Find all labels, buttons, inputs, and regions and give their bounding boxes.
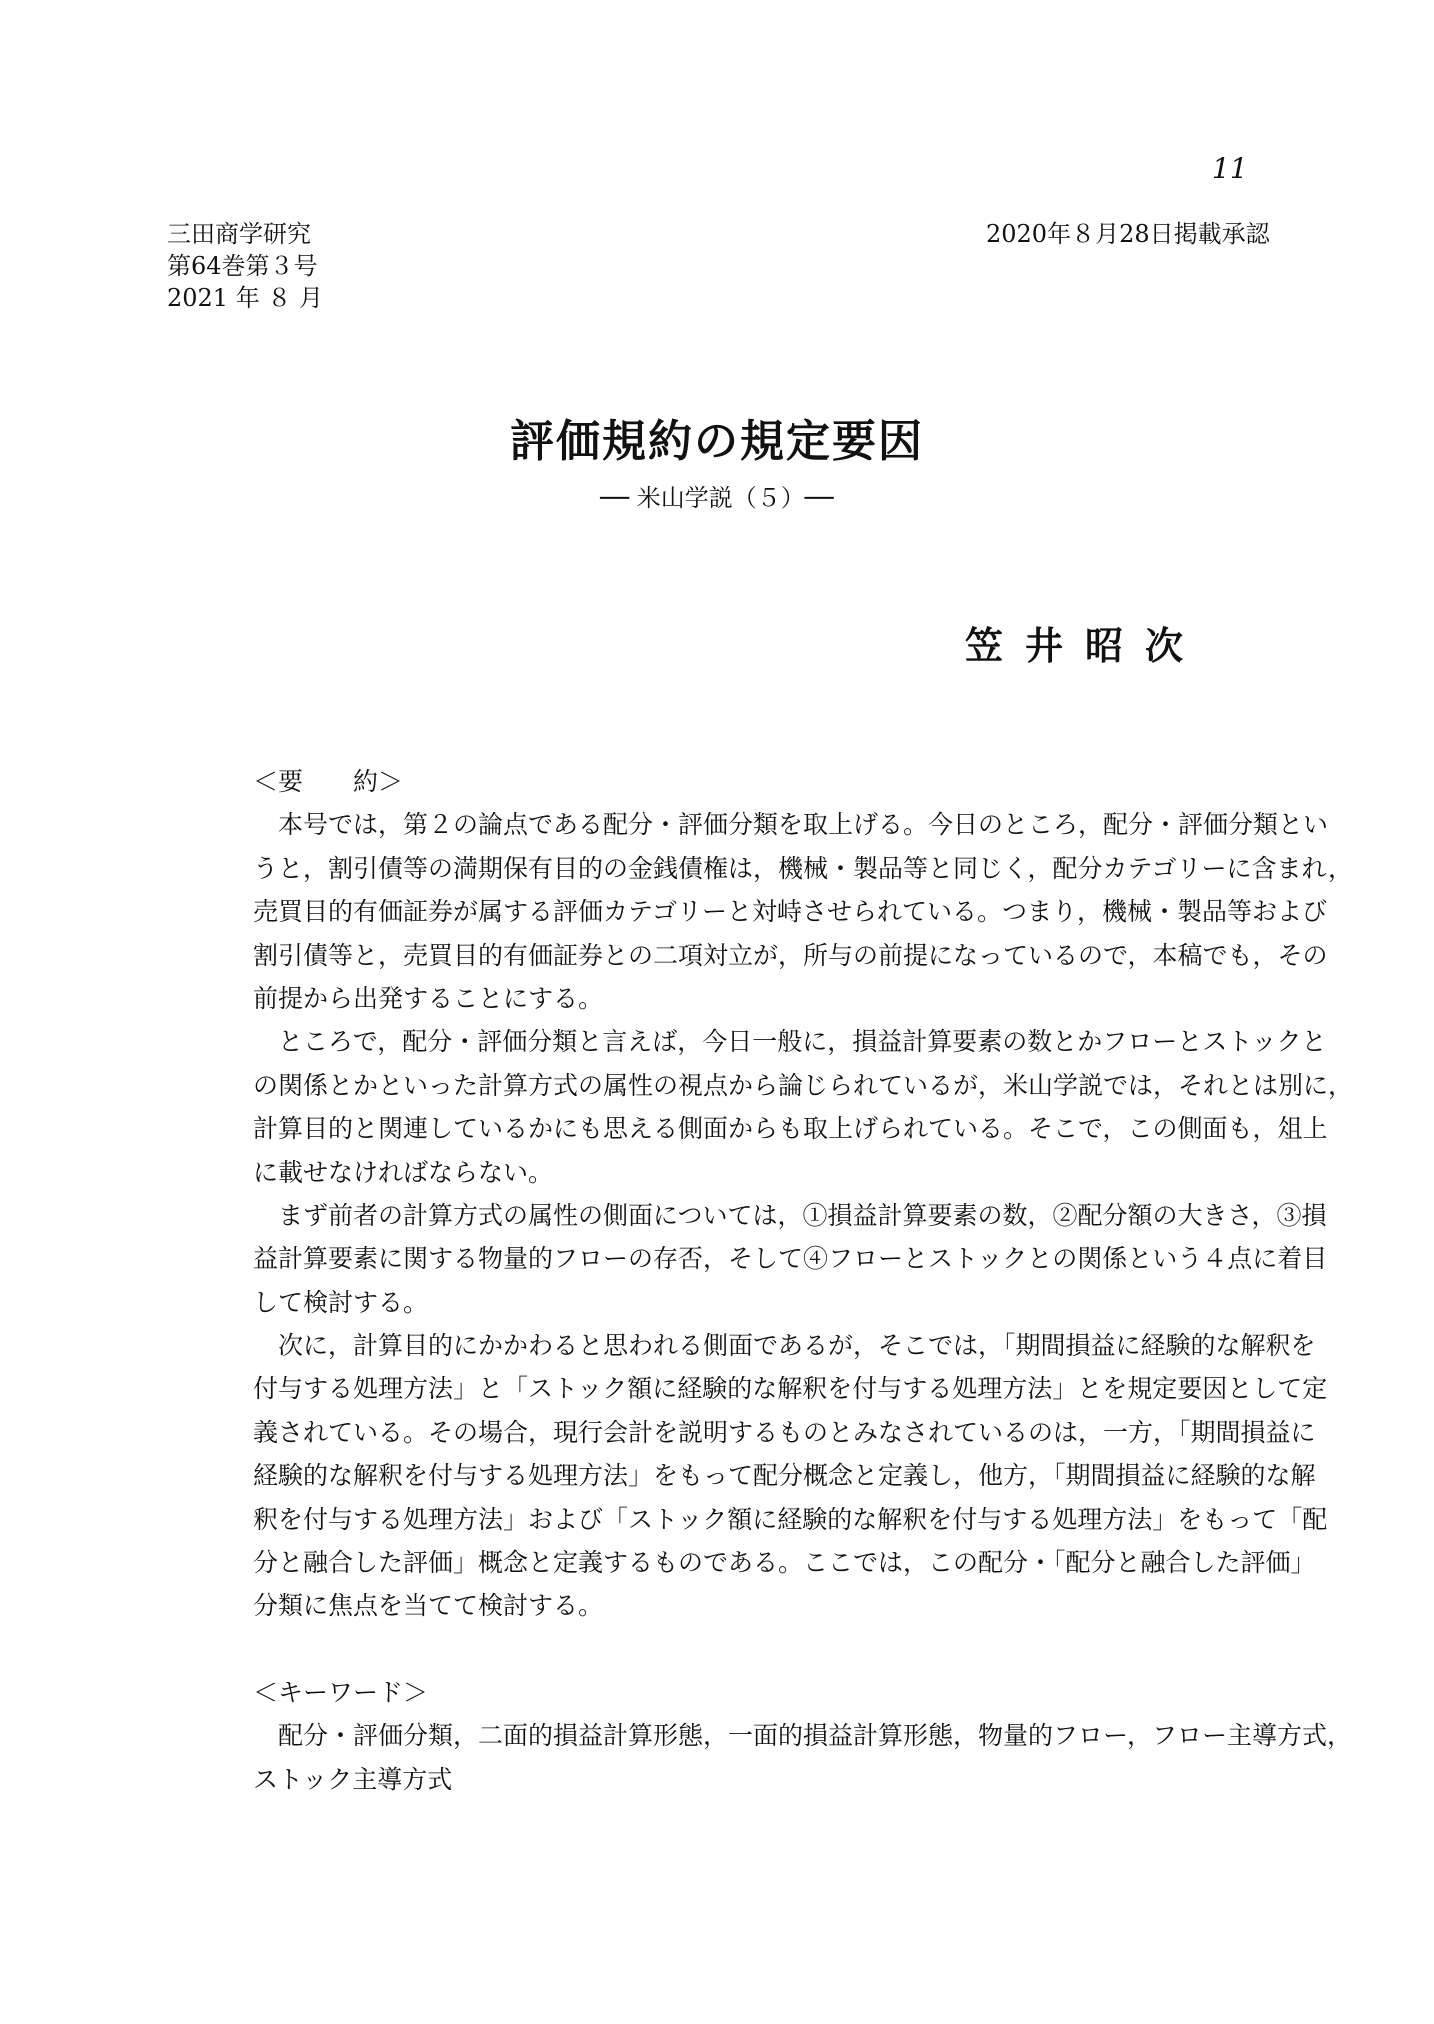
abstract-line: 売買目的有価証券が属する評価カテゴリーと対峙させられている。つまり，機械・製品等および: [253, 897, 1328, 927]
abstract-line: 分類に焦点を当てて検討する。: [253, 1591, 604, 1621]
paper-subtitle: ── 米山学説（５）──: [600, 484, 834, 512]
paper-title: 評価規約の規定要因: [510, 416, 924, 467]
approval-date: 2020年８月28日掲載承認: [986, 220, 1270, 248]
abstract-line: に載せなければならない。: [253, 1157, 554, 1187]
journal-name: 三田商学研究: [167, 220, 311, 248]
keywords-heading: ＜キーワード＞: [253, 1677, 429, 1707]
abstract-line: して検討する。: [253, 1287, 429, 1317]
abstract-section: [253, 760, 1354, 1801]
spacer: [253, 1628, 1273, 1671]
abstract-line: 前提から出発することにする。: [253, 983, 604, 1013]
abstract-line: 益計算要素に関する物量的フローの存否，そして④フローとストックとの関係という４点に着目: [253, 1244, 1328, 1274]
page-number: 11: [1212, 152, 1248, 185]
abstract-line: 経験的な解釈を付与する処理方法」をもって配分概念と定義し，他方，「期間損益に経験的な解: [253, 1461, 1316, 1491]
abstract-line: 本号では，第２の論点である配分・評価分類を取上げる。今日のところ，配分・評価分類とい: [278, 810, 1329, 840]
abstract-line: 付与する処理方法」と「ストック額に経験的な解釈を付与する処理方法」とを規定要因として定: [253, 1374, 1328, 1404]
abstract-line: まず前者の計算方式の属性の側面については，①損益計算要素の数，②配分額の大きさ，③損: [278, 1200, 1327, 1230]
abstract-line: 釈を付与する処理方法」および「ストック額に経験的な解釈を付与する処理方法」をもって「配: [253, 1504, 1328, 1534]
journal-info: [167, 218, 323, 314]
abstract-line: 分と融合した評価」概念と定義するものである。ここでは，この配分・「配分と融合した評価」: [253, 1548, 1316, 1578]
abstract-line: ところで，配分・評価分類と言えば，今日一般に，損益計算要素の数とかフローとストックと: [278, 1027, 1327, 1057]
author-name: 笠井昭次: [965, 623, 1206, 668]
journal-volume: 第64巻第３号: [167, 252, 318, 280]
abstract-line: 割引債等と，売買目的有価証券との二項対立が，所与の前提になっているので，本稿でも，その: [253, 940, 1328, 970]
abstract-line: 次に，計算目的にかかわると思われる側面であるが，そこでは，「期間損益に経験的な解釈を: [278, 1331, 1316, 1361]
abstract-heading: ＜要 約＞: [253, 767, 404, 796]
abstract-line: の関係とかといった計算方式の属性の視点から論じられているが，米山学説では，それとは別に，: [253, 1070, 1354, 1100]
journal-date: 2021 年 ８ 月: [167, 284, 323, 312]
abstract-line: うと，割引債等の満期保有目的の金銭債権は，機械・製品等と同じく，配分カテゴリーに含まれ，: [253, 853, 1354, 883]
keywords-line: ストック主導方式: [253, 1764, 453, 1794]
abstract-line: 義されている。その場合，現行会計を説明するものとみなされているのは，一方，「期間損益に: [253, 1417, 1316, 1447]
abstract-line: 計算目的と関連しているかにも思える側面からも取上げられている。そこで，この側面も，俎上: [253, 1114, 1328, 1144]
keywords-line: 配分・評価分類，二面的損益計算形態，一面的損益計算形態，物量的フロー，フロー主導方式，: [278, 1721, 1353, 1751]
